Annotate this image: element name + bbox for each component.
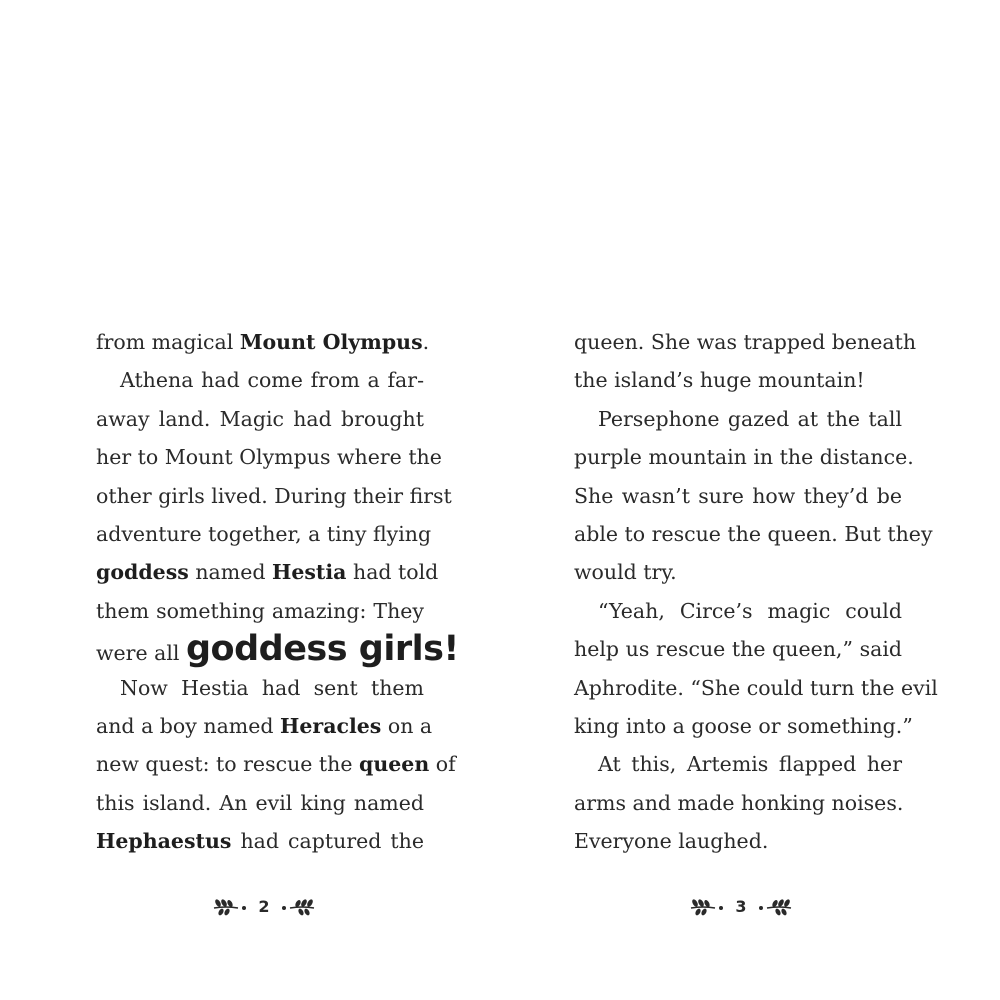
bold-term: goddess (96, 560, 189, 585)
text-line: arms and made honking noises. (574, 790, 904, 815)
text-run: new quest: to rescue the (96, 752, 360, 777)
text-line: king into a goose or something.” (574, 713, 913, 738)
text-run: on a (381, 713, 433, 738)
text-line (96, 707, 433, 745)
left-page-text (96, 323, 459, 860)
text-run: of (429, 752, 456, 777)
bold-term: Heracles (280, 713, 382, 738)
text-line (96, 822, 424, 860)
text-line: away land. Magic had brought (96, 406, 424, 431)
text-line: At this, Artemis flapped her (598, 752, 902, 777)
bold-term: Hestia (271, 560, 347, 585)
text-line (96, 745, 456, 783)
laurel-sprig-icon (755, 896, 793, 916)
text-line (96, 323, 430, 361)
text-line: the island’s huge mountain! (574, 368, 865, 393)
text-line: purple mountain in the distance. (574, 445, 914, 470)
text-line: them something amazing: They (96, 598, 424, 623)
text-line: “Yeah, Circe’s magic could (598, 598, 902, 623)
text-line: Everyone laughed. (574, 829, 769, 854)
text-run: from magical (96, 330, 240, 354)
text-line: her to Mount Olympus where the (96, 445, 442, 470)
laurel-sprig-icon (278, 896, 316, 916)
page-number-left (184, 892, 344, 920)
text-line: queen. She was trapped beneath (574, 330, 917, 354)
text-run: named (188, 560, 272, 585)
text-line: adventure together, a tiny flying (96, 521, 432, 546)
text-line: Persephone gazed at the tall (598, 406, 902, 431)
text-line (96, 553, 439, 591)
text-line: Athena had come from a far- (120, 368, 424, 393)
text-line: would try. (574, 560, 677, 585)
page-number-right (661, 892, 821, 920)
bold-term: Mount Olympus (239, 330, 423, 354)
text-line: help us rescue the queen,” said (574, 637, 902, 662)
text-run: . (422, 330, 430, 354)
text-run: had captured the (231, 829, 424, 854)
text-run: and a boy named (96, 713, 280, 738)
text-line: Aphrodite. “She could turn the evil (574, 675, 938, 700)
text-line: She wasn’t sure how they’d be (574, 483, 902, 508)
text-line (96, 629, 459, 670)
page-number: 2 (258, 896, 270, 916)
text-line: this island. An evil king named (96, 790, 424, 815)
bold-term: Hephaestus (96, 829, 232, 854)
text-line: other girls lived. During their first (96, 483, 452, 508)
text-line: able to rescue the queen. But they (574, 521, 933, 546)
text-run: were all (96, 641, 186, 666)
page-number: 3 (735, 896, 747, 916)
right-page-text (574, 323, 938, 860)
bold-term: queen (359, 752, 430, 777)
laurel-sprig-icon (689, 896, 727, 916)
text-line: Now Hestia had sent them (120, 675, 424, 700)
laurel-sprig-icon (212, 896, 250, 916)
text-run: had told (346, 560, 439, 585)
display-heading: goddess girls! (185, 629, 459, 670)
